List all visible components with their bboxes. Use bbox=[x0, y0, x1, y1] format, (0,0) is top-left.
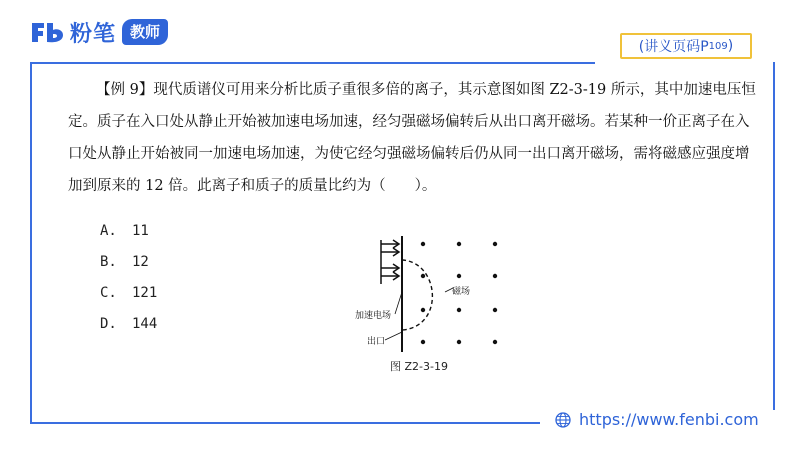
ion-trajectory bbox=[402, 260, 432, 330]
accelerating-field-arrows bbox=[381, 240, 399, 284]
frame-top-line bbox=[30, 62, 595, 64]
ref-page-number: 109 bbox=[708, 40, 728, 52]
ref-close: ) bbox=[727, 38, 734, 54]
option-letter: A. bbox=[100, 223, 117, 239]
option-value: 144 bbox=[132, 316, 158, 332]
option-letter: B. bbox=[100, 254, 117, 270]
teacher-badge: 教师 bbox=[122, 19, 168, 45]
option-value: 12 bbox=[132, 254, 149, 270]
label-magnetic-field: 磁场 bbox=[452, 287, 471, 297]
figure-caption: 图 Z2-3-19 bbox=[390, 360, 448, 373]
fenbi-logo-icon bbox=[30, 19, 66, 45]
handout-page-reference bbox=[620, 33, 752, 59]
frame-right-line bbox=[773, 62, 775, 410]
option-c[interactable] bbox=[100, 278, 157, 309]
frame-left-line bbox=[30, 62, 32, 424]
option-letter: D. bbox=[100, 316, 117, 332]
website-link[interactable]: https://www.fenbi.com bbox=[579, 410, 759, 429]
question-text: 【例 9】现代质谱仪可用来分析比质子重很多倍的离子，其示意图如图 Z2-3-19 所示，其中加速电压恒定。质子在入口处从静止开始被加速电场加速，经匀强磁场偏转后从出口离开磁场。若某种一价正离子在入口处从静止开始被同一加速电场加速，为使它经匀强磁场偏转后仍从同一出口离开磁场，需将磁感应强度增加到原来的 12 倍。此离子和质子的质量比约为（ ）。 bbox=[68, 82, 756, 194]
footer-url[interactable] bbox=[555, 410, 759, 429]
option-letter: C. bbox=[100, 285, 117, 301]
label-accelerating-field: 加速电场 bbox=[355, 311, 392, 321]
brand-name: 粉笔 bbox=[70, 21, 117, 47]
globe-icon bbox=[555, 412, 571, 428]
label-exit: 出口 bbox=[367, 337, 386, 347]
frame-bottom-line bbox=[30, 422, 540, 424]
field-leader-line bbox=[395, 292, 402, 314]
option-d[interactable] bbox=[100, 309, 157, 340]
question-block bbox=[68, 74, 758, 202]
answer-options bbox=[100, 216, 157, 340]
option-b[interactable] bbox=[100, 247, 157, 278]
option-a[interactable] bbox=[100, 216, 157, 247]
option-value: 11 bbox=[132, 223, 149, 239]
exit-leader-line bbox=[385, 332, 402, 340]
ref-text: (讲义页码P bbox=[638, 39, 709, 55]
option-value: 121 bbox=[132, 285, 158, 301]
fenbi-logo bbox=[30, 18, 168, 46]
